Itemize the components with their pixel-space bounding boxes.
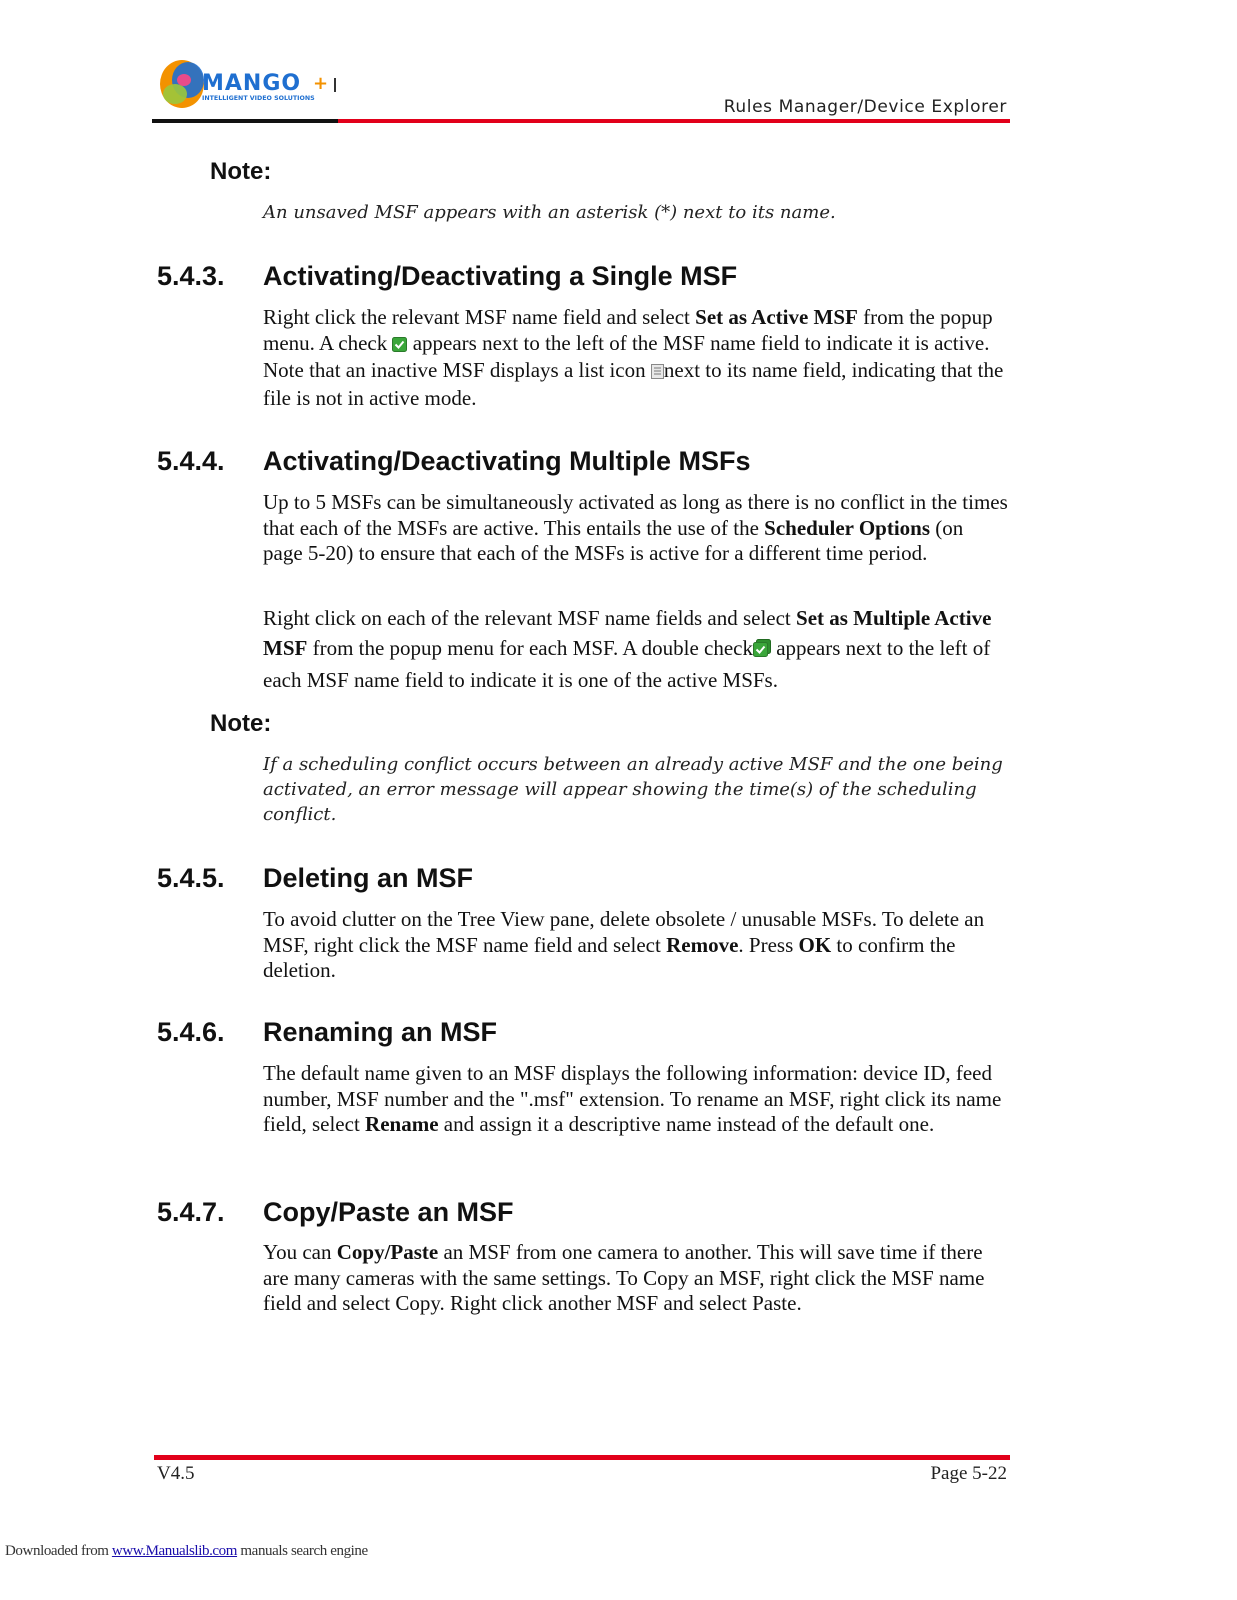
section-paragraph: The default name given to an MSF displays the following information: device ID, feed number, MSF number and the ".msf" extension. To rename an MSF, right click its name field, select Rename and assign it a descriptive name instead of the default one. [263,1061,1002,1136]
section-title: Activating/Deactivating a Single MSF [263,261,738,291]
section-number: 5.4.7. [157,1197,225,1227]
logo-tagline: INTELLIGENT VIDEO SOLUTIONS [202,95,315,102]
svg-text:+: + [313,73,329,94]
section-paragraph: You can Copy/Paste an MSF from one camera to another. This will save time if there are many cameras with the same settings. To Copy an MSF, right click the MSF name field and select Copy. Right click another MSF and select Paste. [263,1240,985,1315]
list-icon [651,360,664,386]
header-title: Rules Manager/Device Explorer [723,97,1007,117]
section-number: 5.4.6. [157,1017,225,1047]
section-number: 5.4.4. [157,446,225,476]
note-text: If a scheduling conflict occurs between an already active MSF and the one being activated, an error message will appear showing the time(s) of the scheduling conflict. [263,754,1003,825]
mango-logo [158,56,348,116]
section-title: Deleting an MSF [263,863,474,893]
section-paragraph: Up to 5 MSFs can be simultaneously activated as long as there is no conflict in the times that each of the MSFs are active. This entails the use of the Scheduler Options (on page 5-20) to ensure that each of the MSFs is active for a different time period. [263,490,1008,565]
section-paragraph: Right click on each of the relevant MSF name fields and select Set as Multiple Active MSF from the popup menu for each MSF. A double check appears next to the left of each MSF name field to indicate it is one of the active MSFs. [263,606,992,692]
section-title: Activating/Deactivating Multiple MSFs [263,446,751,476]
note-heading: Note: [210,158,272,185]
header-rule-black [152,119,338,123]
logo-wordmark: MANGO [202,71,302,96]
footer-rule [154,1455,1010,1460]
section-title: Copy/Paste an MSF [263,1197,514,1227]
footer-page-number: Page 5-22 [930,1463,1007,1484]
manualslib-link[interactable]: www.Manualslib.com [111,1543,238,1559]
mango-logo-icon [158,56,348,116]
header-rule-red [338,119,1010,123]
section-number: 5.4.3. [157,261,225,291]
double-check-icon [753,635,771,665]
note-text: An unsaved MSF appears with an asterisk (*) next to its name. [263,202,836,223]
download-notice: Downloaded from www.Manualslib.com manuals search engine [5,1543,368,1559]
check-icon [392,333,407,359]
footer-version: V4.5 [157,1463,195,1484]
section-paragraph: To avoid clutter on the Tree View pane, delete obsolete / unusable MSFs. To delete an MSF, right click the MSF name field and select Remove. Press OK to confirm the deletion. [263,907,985,982]
section-paragraph: Right click the relevant MSF name field and select Set as Active MSF from the popup menu. A check appears next to the left of the MSF name field to indicate it is active. Note that an inactive MSF displays a list icon next to its name field, indicating that the file is not in active mode. [263,305,1004,410]
note-heading: Note: [210,710,272,737]
section-number: 5.4.5. [157,863,225,893]
section-title: Renaming an MSF [263,1017,498,1047]
